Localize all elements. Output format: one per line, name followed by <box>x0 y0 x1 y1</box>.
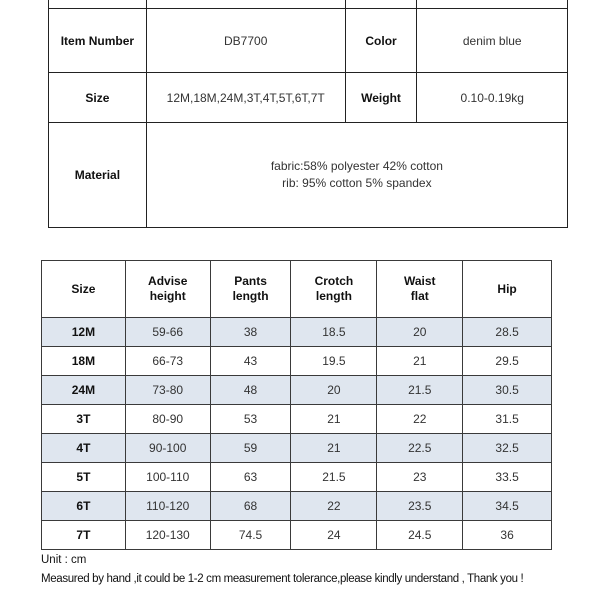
material-line-rib: rib: 95% cotton 5% spandex <box>282 176 432 190</box>
waist-cell: 20 <box>377 318 463 347</box>
header-text: Pants <box>234 274 267 288</box>
table-row <box>42 318 552 347</box>
size-chart-body <box>42 318 552 550</box>
pants-length-cell: 59 <box>210 434 291 463</box>
spec-cell <box>146 0 345 9</box>
hip-cell: 32.5 <box>463 434 552 463</box>
spec-row-material <box>49 123 568 228</box>
waist-flat-header <box>377 261 463 318</box>
height-cell: 59-66 <box>125 318 210 347</box>
hip-cell: 33.5 <box>463 463 552 492</box>
spec-row-item <box>49 9 568 73</box>
weight-label: Weight <box>345 73 417 123</box>
crotch-length-cell: 22 <box>291 492 377 521</box>
crotch-length-cell: 19.5 <box>291 347 377 376</box>
sizes-value: 12M,18M,24M,3T,4T,5T,6T,7T <box>146 73 345 123</box>
waist-cell: 23 <box>377 463 463 492</box>
height-cell: 66-73 <box>125 347 210 376</box>
pants-length-cell: 43 <box>210 347 291 376</box>
hip-cell: 30.5 <box>463 376 552 405</box>
height-cell: 80-90 <box>125 405 210 434</box>
pants-length-header <box>210 261 291 318</box>
crotch-length-cell: 21 <box>291 434 377 463</box>
pants-length-cell: 63 <box>210 463 291 492</box>
height-cell: 90-100 <box>125 434 210 463</box>
size-cell: 18M <box>42 347 126 376</box>
hip-cell: 31.5 <box>463 405 552 434</box>
size-label: Size <box>49 73 147 123</box>
header-text: Waist <box>403 274 436 288</box>
material-value <box>146 123 567 228</box>
material-label: Material <box>49 123 147 228</box>
table-row <box>42 347 552 376</box>
waist-cell: 24.5 <box>377 521 463 550</box>
height-cell: 100-110 <box>125 463 210 492</box>
pants-length-cell: 48 <box>210 376 291 405</box>
table-row <box>42 434 552 463</box>
size-cell: 7T <box>42 521 126 550</box>
weight-value: 0.10-0.19kg <box>417 73 568 123</box>
crotch-length-cell: 21 <box>291 405 377 434</box>
header-text: length <box>232 289 269 303</box>
waist-cell: 21.5 <box>377 376 463 405</box>
hip-cell: 36 <box>463 521 552 550</box>
table-row <box>42 376 552 405</box>
spec-row-top <box>49 0 568 9</box>
table-row <box>42 405 552 434</box>
size-cell: 12M <box>42 318 126 347</box>
header-text: height <box>149 289 186 303</box>
product-spec-table <box>48 0 568 228</box>
size-cell: 24M <box>42 376 126 405</box>
size-header <box>42 261 126 318</box>
table-row <box>42 492 552 521</box>
size-cell: 4T <box>42 434 126 463</box>
crotch-length-cell: 20 <box>291 376 377 405</box>
crotch-length-header <box>291 261 377 318</box>
waist-cell: 23.5 <box>377 492 463 521</box>
pants-length-cell: 74.5 <box>210 521 291 550</box>
pants-length-cell: 53 <box>210 405 291 434</box>
size-cell: 3T <box>42 405 126 434</box>
header-text: Crotch <box>314 274 354 288</box>
waist-cell: 21 <box>377 347 463 376</box>
hip-cell: 29.5 <box>463 347 552 376</box>
header-text: flat <box>410 289 429 303</box>
spec-cell <box>417 0 568 9</box>
hip-cell: 34.5 <box>463 492 552 521</box>
size-cell: 6T <box>42 492 126 521</box>
unit-note: Unit : cm <box>41 554 87 566</box>
size-chart-header-row <box>42 261 552 318</box>
pants-length-cell: 38 <box>210 318 291 347</box>
header-text: Size <box>71 281 96 296</box>
hip-header <box>463 261 552 318</box>
waist-cell: 22 <box>377 405 463 434</box>
material-line-fabric: fabric:58% polyester 42% cotton <box>270 159 443 173</box>
waist-cell: 22.5 <box>377 434 463 463</box>
table-row <box>42 521 552 550</box>
color-value: denim blue <box>417 9 568 73</box>
pants-length-cell: 68 <box>210 492 291 521</box>
size-chart-table <box>41 260 552 550</box>
spec-cell <box>345 0 417 9</box>
height-cell: 120-130 <box>125 521 210 550</box>
header-text: length <box>315 289 352 303</box>
header-text: Advise <box>148 274 188 288</box>
color-label: Color <box>345 9 417 73</box>
height-cell: 110-120 <box>125 492 210 521</box>
table-row <box>42 463 552 492</box>
height-cell: 73-80 <box>125 376 210 405</box>
spec-row-size <box>49 73 568 123</box>
item-number-value: DB7700 <box>146 9 345 73</box>
spec-cell <box>49 0 147 9</box>
measurement-disclaimer: Measured by hand ,it could be 1-2 cm measurement tolerance,please kindly understand , Thank you ! <box>41 573 524 585</box>
header-text: Hip <box>497 281 517 296</box>
crotch-length-cell: 24 <box>291 521 377 550</box>
advise-height-header <box>125 261 210 318</box>
item-number-label: Item Number <box>49 9 147 73</box>
crotch-length-cell: 21.5 <box>291 463 377 492</box>
hip-cell: 28.5 <box>463 318 552 347</box>
size-cell: 5T <box>42 463 126 492</box>
crotch-length-cell: 18.5 <box>291 318 377 347</box>
